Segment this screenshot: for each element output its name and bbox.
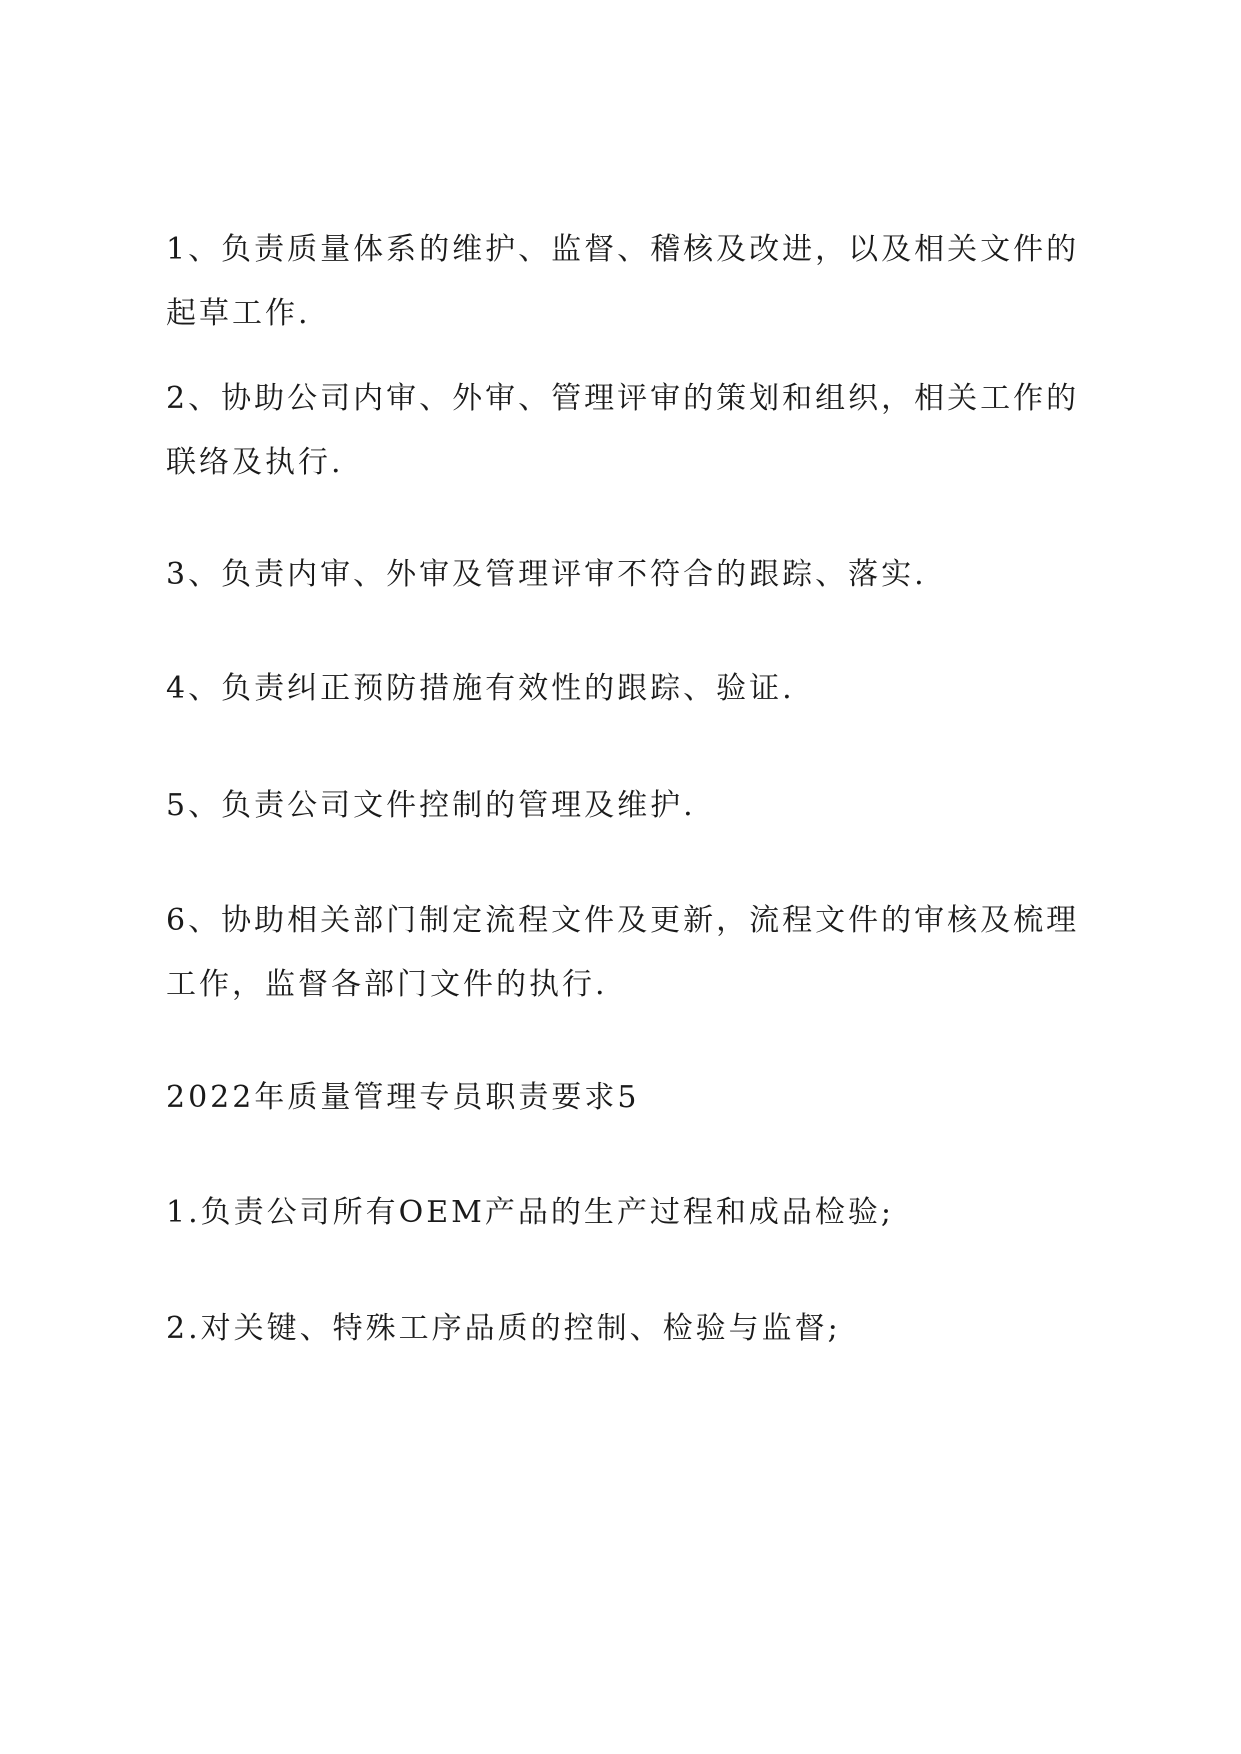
paragraph-7 — [166, 1181, 1090, 1245]
section-heading-text: 2022年质量管理专员职责要求5 — [166, 1080, 640, 1115]
paragraph-4 — [166, 657, 1090, 721]
paragraph-8 — [166, 1297, 1090, 1361]
paragraph-6-line-1: 6、协助相关部门制定流程文件及更新，流程文件的审核及梳理 — [166, 903, 1080, 938]
paragraph-1 — [166, 218, 1090, 346]
paragraph-1-line-2: 起草工作. — [166, 296, 311, 331]
paragraph-6 — [166, 889, 1090, 1017]
section-heading — [166, 1066, 1090, 1130]
paragraph-6-line-2: 工作，监督各部门文件的执行. — [166, 967, 608, 1002]
paragraph-3 — [166, 543, 1090, 607]
paragraph-2-line-1: 2、协助公司内审、外审、管理评审的策划和组织，相关工作的 — [166, 381, 1080, 416]
paragraph-5-line-1: 5、负责公司文件控制的管理及维护. — [166, 788, 696, 823]
paragraph-8-line-1: 2.对关键、特殊工序品质的控制、检验与监督; — [166, 1311, 841, 1346]
paragraph-3-line-1: 3、负责内审、外审及管理评审不符合的跟踪、落实. — [166, 557, 927, 592]
paragraph-5 — [166, 774, 1090, 838]
paragraph-2-line-2: 联络及执行. — [166, 445, 344, 480]
paragraph-2 — [166, 367, 1090, 495]
paragraph-4-line-1: 4、负责纠正预防措施有效性的跟踪、验证. — [166, 671, 795, 706]
paragraph-7-line-1: 1.负责公司所有OEM产品的生产过程和成品检验; — [166, 1195, 894, 1230]
paragraph-1-line-1: 1、负责质量体系的维护、监督、稽核及改进，以及相关文件的 — [166, 232, 1080, 267]
